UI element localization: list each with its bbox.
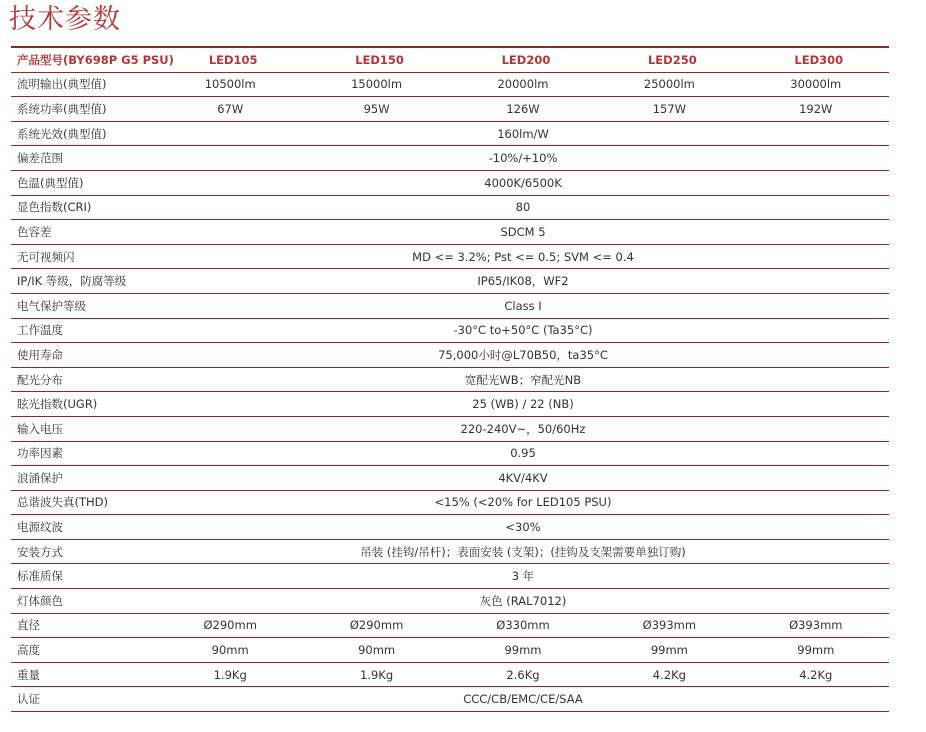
table-row: [11, 539, 889, 564]
cell-value-merged: 4KV/4KV: [157, 466, 889, 491]
row-label: 色温(典型值): [11, 170, 157, 195]
header-model: LED105: [157, 47, 303, 72]
cell-value: 10500lm: [157, 72, 303, 97]
row-label: 直径: [11, 613, 157, 638]
cell-value-merged: 吊装 (挂钩/吊杆)；表面安装 (支架)；(挂钩及支架需要单独订购): [157, 539, 889, 564]
row-label: 安装方式: [11, 539, 157, 564]
row-label: 系统功率(典型值): [11, 97, 157, 122]
cell-value-merged: 4000K/6500K: [157, 170, 889, 195]
cell-value: Ø393mm: [596, 613, 742, 638]
row-label: 认证: [11, 687, 157, 712]
table-row: [11, 293, 889, 318]
table-row: [11, 613, 889, 638]
row-label: 眩光指数(UGR): [11, 392, 157, 417]
row-label: 偏差范围: [11, 146, 157, 171]
table-row: [11, 318, 889, 343]
table-row: [11, 416, 889, 441]
cell-value-merged: <30%: [157, 515, 889, 540]
cell-value: 20000lm: [450, 72, 596, 97]
cell-value-merged: SDCM 5: [157, 220, 889, 245]
spec-table: [11, 46, 889, 712]
table-row: [11, 687, 889, 712]
cell-value: 1.9Kg: [303, 662, 449, 687]
cell-value: 25000lm: [596, 72, 742, 97]
row-label: 使用寿命: [11, 343, 157, 368]
cell-value-merged: 160lm/W: [157, 121, 889, 146]
cell-value: Ø393mm: [743, 613, 889, 638]
table-row: [11, 343, 889, 368]
cell-value-merged: Class I: [157, 293, 889, 318]
row-label: 电气保护等级: [11, 293, 157, 318]
spec-table-body: [11, 72, 889, 711]
cell-value: 126W: [450, 97, 596, 122]
cell-value-merged: 80: [157, 195, 889, 220]
table-row: [11, 269, 889, 294]
table-row: [11, 638, 889, 663]
cell-value-merged: 25 (WB) / 22 (NB): [157, 392, 889, 417]
row-label: 配光分布: [11, 367, 157, 392]
cell-value-merged: 3 年: [157, 564, 889, 589]
table-row: [11, 441, 889, 466]
cell-value-merged: <15% (<20% for LED105 PSU): [157, 490, 889, 515]
cell-value: 192W: [743, 97, 889, 122]
cell-value-merged: 灰色 (RAL7012): [157, 589, 889, 614]
cell-value: 4.2Kg: [596, 662, 742, 687]
cell-value: 1.9Kg: [157, 662, 303, 687]
cell-value-merged: 0.95: [157, 441, 889, 466]
cell-value: 157W: [596, 97, 742, 122]
cell-value: 99mm: [743, 638, 889, 663]
row-label: 无可视频闪: [11, 244, 157, 269]
cell-value: 67W: [157, 97, 303, 122]
row-label: 工作温度: [11, 318, 157, 343]
cell-value-merged: -30°C to+50°C (Ta35°C): [157, 318, 889, 343]
row-label: 浪涌保护: [11, 466, 157, 491]
table-row: [11, 662, 889, 687]
row-label: 系统光效(典型值): [11, 121, 157, 146]
table-row: [11, 367, 889, 392]
table-row: [11, 97, 889, 122]
row-label: 总谐波失真(THD): [11, 490, 157, 515]
header-model: LED300: [743, 47, 889, 72]
row-label: 重量: [11, 662, 157, 687]
table-row: [11, 195, 889, 220]
table-row: [11, 121, 889, 146]
table-row: [11, 515, 889, 540]
table-row: [11, 220, 889, 245]
table-row: [11, 392, 889, 417]
cell-value: 99mm: [450, 638, 596, 663]
page-title: 技术参数: [9, 4, 121, 35]
cell-value: 30000lm: [743, 72, 889, 97]
row-label: 功率因素: [11, 441, 157, 466]
cell-value: 99mm: [596, 638, 742, 663]
header-model: LED250: [596, 47, 742, 72]
cell-value-merged: CCC/CB/EMC/CE/SAA: [157, 687, 889, 712]
cell-value: Ø290mm: [303, 613, 449, 638]
row-label: 色容差: [11, 220, 157, 245]
row-label: 标准质保: [11, 564, 157, 589]
header-model: LED200: [450, 47, 596, 72]
cell-value: 95W: [303, 97, 449, 122]
header-label: 产品型号(BY698P G5 PSU): [11, 47, 157, 72]
cell-value: 90mm: [303, 638, 449, 663]
table-row: [11, 72, 889, 97]
row-label: 流明输出(典型值): [11, 72, 157, 97]
table-row: [11, 564, 889, 589]
table-row: [11, 244, 889, 269]
table-row: [11, 589, 889, 614]
cell-value: Ø290mm: [157, 613, 303, 638]
table-row: [11, 170, 889, 195]
row-label: 高度: [11, 638, 157, 663]
cell-value-merged: MD <= 3.2%; Pst <= 0.5; SVM <= 0.4: [157, 244, 889, 269]
table-row: [11, 466, 889, 491]
row-label: 电源纹波: [11, 515, 157, 540]
cell-value-merged: IP65/IK08，WF2: [157, 269, 889, 294]
table-row: [11, 490, 889, 515]
cell-value: 4.2Kg: [743, 662, 889, 687]
row-label: IP/IK 等级，防腐等级: [11, 269, 157, 294]
row-label: 显色指数(CRI): [11, 195, 157, 220]
cell-value-merged: 220-240V~，50/60Hz: [157, 416, 889, 441]
cell-value-merged: 宽配光WB；窄配光NB: [157, 367, 889, 392]
header-model: LED150: [303, 47, 449, 72]
cell-value-merged: -10%/+10%: [157, 146, 889, 171]
cell-value: 90mm: [157, 638, 303, 663]
table-row: [11, 146, 889, 171]
table-header-row: [11, 47, 889, 72]
cell-value-merged: 75,000小时@L70B50，ta35°C: [157, 343, 889, 368]
cell-value: 15000lm: [303, 72, 449, 97]
cell-value: Ø330mm: [450, 613, 596, 638]
row-label: 灯体颜色: [11, 589, 157, 614]
row-label: 输入电压: [11, 416, 157, 441]
cell-value: 2.6Kg: [450, 662, 596, 687]
